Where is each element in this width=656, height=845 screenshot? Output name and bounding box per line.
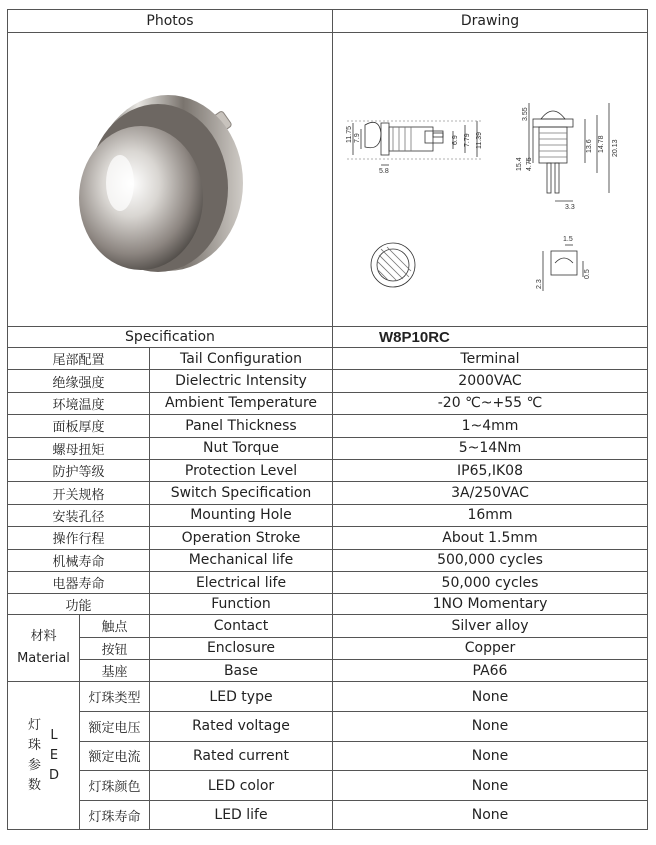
push-button-photo bbox=[8, 33, 333, 326]
table-row bbox=[8, 741, 648, 771]
row-value: 500,000 cycles bbox=[333, 549, 648, 571]
table-row bbox=[8, 415, 648, 437]
spec-sheet bbox=[7, 9, 647, 830]
drawing-header: Drawing bbox=[333, 10, 648, 33]
table-row bbox=[8, 348, 648, 370]
row-value: 2000VAC bbox=[333, 370, 648, 392]
row-label-zh: 灯珠寿命 bbox=[80, 800, 150, 830]
row-value: PA66 bbox=[333, 660, 648, 682]
row-label-en: Tail Configuration bbox=[150, 348, 333, 370]
material-label-en: Material bbox=[17, 651, 70, 667]
dim-label: 7.79 bbox=[464, 133, 471, 147]
row-label-en: Rated current bbox=[150, 741, 333, 771]
led-label-en-char: L bbox=[50, 727, 58, 743]
row-label-zh: 操作行程 bbox=[8, 527, 150, 549]
row-label-en: Nut Torque bbox=[150, 437, 333, 459]
technical-drawing bbox=[333, 33, 646, 326]
table-row bbox=[8, 392, 648, 414]
dim-label: 13.6 bbox=[586, 139, 593, 153]
row-value: 1NO Momentary bbox=[333, 594, 648, 615]
row-value: Silver alloy bbox=[333, 615, 648, 637]
dim-label: 11.39 bbox=[476, 132, 483, 149]
table-row bbox=[8, 459, 648, 481]
table-row bbox=[8, 549, 648, 571]
dim-label: 20.13 bbox=[612, 139, 619, 157]
row-label-en: Mounting Hole bbox=[150, 504, 333, 526]
row-label-zh: 绝缘强度 bbox=[8, 370, 150, 392]
row-label-zh: 灯珠类型 bbox=[80, 682, 150, 712]
table-row bbox=[8, 637, 648, 659]
led-label-en-char: E bbox=[49, 747, 59, 763]
led-rows bbox=[8, 682, 648, 830]
material-rows bbox=[8, 615, 648, 682]
spec-rows bbox=[8, 348, 648, 615]
row-label-en: Operation Stroke bbox=[150, 527, 333, 549]
dim-label: 6.9 bbox=[452, 135, 459, 145]
table-row bbox=[8, 527, 648, 549]
table-row bbox=[8, 437, 648, 459]
row-label-en: Ambient Temperature bbox=[150, 392, 333, 414]
row-label-en: Contact bbox=[150, 615, 333, 637]
row-label-en: Rated voltage bbox=[150, 712, 333, 742]
bottom-view-drawing bbox=[543, 245, 583, 291]
led-label-zh-char: 珠 bbox=[27, 737, 41, 753]
led-label-zh-char: 参 bbox=[27, 757, 41, 773]
photo-cell bbox=[8, 33, 333, 327]
row-label-zh: 螺母扭矩 bbox=[8, 437, 150, 459]
row-value: Copper bbox=[333, 637, 648, 659]
row-label-en: LED type bbox=[150, 682, 333, 712]
specification-label: Specification bbox=[8, 327, 333, 348]
row-label-zh: 开关规格 bbox=[8, 482, 150, 504]
led-label-en-char: D bbox=[49, 767, 60, 783]
led-label-zh-char: 灯 bbox=[27, 717, 41, 733]
dim-label: 14.78 bbox=[598, 135, 605, 153]
photos-header: Photos bbox=[8, 10, 333, 33]
row-value: 5~14Nm bbox=[333, 437, 648, 459]
row-value: 1~4mm bbox=[333, 415, 648, 437]
row-value: None bbox=[333, 800, 648, 830]
row-label-en: Dielectric Intensity bbox=[150, 370, 333, 392]
table-row bbox=[8, 370, 648, 392]
row-label-zh: 灯珠颜色 bbox=[80, 771, 150, 801]
table-row bbox=[8, 771, 648, 801]
dim-label: 15.4 bbox=[516, 157, 523, 171]
spec-table bbox=[7, 9, 648, 830]
row-value: None bbox=[333, 682, 648, 712]
row-label-zh: 额定电压 bbox=[80, 712, 150, 742]
dim-label: 7.9 bbox=[354, 133, 361, 143]
led-group-label bbox=[8, 682, 80, 830]
row-label-en: Enclosure bbox=[150, 637, 333, 659]
row-label-zh: 功能 bbox=[8, 594, 150, 615]
row-label-en: Base bbox=[150, 660, 333, 682]
row-label-zh: 防护等级 bbox=[8, 459, 150, 481]
table-row bbox=[8, 571, 648, 593]
row-value: About 1.5mm bbox=[333, 527, 648, 549]
row-value: 16mm bbox=[333, 504, 648, 526]
model-number: W8P10RC bbox=[333, 327, 648, 348]
dim-label: 2.3 bbox=[536, 279, 543, 289]
dim-label: 1.5 bbox=[563, 236, 573, 243]
table-row bbox=[8, 800, 648, 830]
side-view-drawing bbox=[347, 121, 483, 165]
table-row bbox=[8, 594, 648, 615]
table-row bbox=[8, 504, 648, 526]
row-value: None bbox=[333, 712, 648, 742]
row-label-zh: 机械寿命 bbox=[8, 549, 150, 571]
top-view-drawing bbox=[371, 243, 415, 287]
row-value: 50,000 cycles bbox=[333, 571, 648, 593]
table-row bbox=[8, 660, 648, 682]
row-label-zh: 环境温度 bbox=[8, 392, 150, 414]
row-label-zh: 安装孔径 bbox=[8, 504, 150, 526]
table-row bbox=[8, 682, 648, 712]
table-row bbox=[8, 482, 648, 504]
row-label-en: Panel Thickness bbox=[150, 415, 333, 437]
dim-label: 3.3 bbox=[565, 204, 575, 211]
row-value: Terminal bbox=[333, 348, 648, 370]
row-value: 3A/250VAC bbox=[333, 482, 648, 504]
row-label-en: LED color bbox=[150, 771, 333, 801]
row-label-zh: 额定电流 bbox=[80, 741, 150, 771]
led-label-en bbox=[49, 716, 59, 796]
row-label-zh: 按钮 bbox=[80, 637, 150, 659]
dim-label: 11.75 bbox=[346, 126, 353, 143]
dim-label: 5.8 bbox=[379, 168, 389, 175]
table-row bbox=[8, 712, 648, 742]
row-value: IP65,IK08 bbox=[333, 459, 648, 481]
row-value: None bbox=[333, 741, 648, 771]
row-label-zh: 面板厚度 bbox=[8, 415, 150, 437]
row-label-zh: 尾部配置 bbox=[8, 348, 150, 370]
material-group-label bbox=[8, 615, 80, 682]
row-label-zh: 触点 bbox=[80, 615, 150, 637]
led-label-zh bbox=[28, 716, 41, 796]
row-label-en: Mechanical life bbox=[150, 549, 333, 571]
row-label-en: LED life bbox=[150, 800, 333, 830]
row-label-en: Electrical life bbox=[150, 571, 333, 593]
row-label-en: Function bbox=[150, 594, 333, 615]
row-label-zh: 基座 bbox=[80, 660, 150, 682]
dim-label: 0.5 bbox=[584, 269, 591, 279]
dim-label: 3.55 bbox=[522, 107, 529, 121]
led-label-zh-char: 数 bbox=[27, 777, 41, 793]
row-value: -20 ℃~+55 ℃ bbox=[333, 392, 648, 414]
front-view-drawing bbox=[529, 103, 609, 201]
table-row bbox=[8, 615, 648, 637]
dim-label: 4.75 bbox=[526, 157, 533, 171]
row-label-en: Protection Level bbox=[150, 459, 333, 481]
material-label-zh: 材料 bbox=[30, 629, 57, 645]
row-label-zh: 电器寿命 bbox=[8, 571, 150, 593]
row-value: None bbox=[333, 771, 648, 801]
row-label-en: Switch Specification bbox=[150, 482, 333, 504]
drawing-cell bbox=[333, 33, 648, 327]
